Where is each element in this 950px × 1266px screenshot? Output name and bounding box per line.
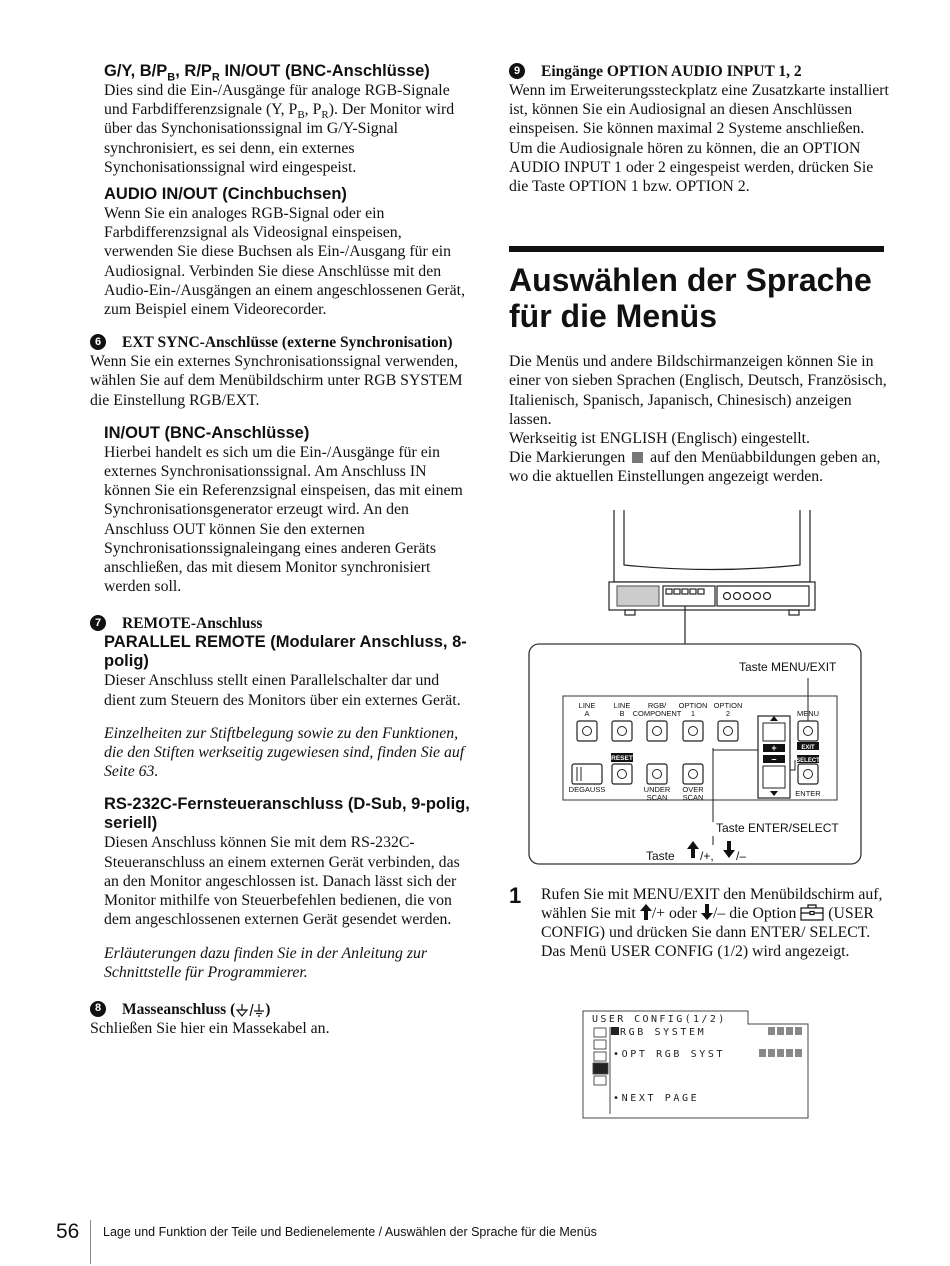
- title-rule: [509, 246, 884, 252]
- under-scan-button[interactable]: [647, 764, 667, 784]
- section-sync-inout: [104, 424, 470, 597]
- label-rgb: COMPONENT: [632, 709, 682, 718]
- enter-select-button[interactable]: [798, 764, 818, 784]
- control-panel-diagram: [527, 510, 867, 870]
- heading-rgb-inout: [104, 62, 470, 84]
- heading-text: REMOTE-Anschluss: [122, 615, 263, 633]
- selection-marker-icon: [611, 1027, 619, 1035]
- label-exit: EXIT: [801, 745, 815, 751]
- heading-part: , R/P: [175, 62, 212, 80]
- text: /– die Option: [712, 904, 801, 922]
- label-enter: ENTER: [795, 789, 821, 798]
- menu-item-opt-rgb-syst[interactable]: •OPT RGB SYST: [613, 1049, 726, 1060]
- label-menu: MENU: [796, 709, 820, 718]
- section-audio-inout: [104, 185, 470, 319]
- label-reset: RESET: [611, 755, 633, 762]
- over-scan-button[interactable]: [683, 764, 703, 784]
- heading-part: IN/OUT (BNC-Anschlüsse): [219, 62, 430, 80]
- label-option-1: OPTION: [678, 701, 708, 710]
- section-remote: [90, 614, 470, 981]
- menu-title: USER CONFIG(1/2): [592, 1014, 727, 1025]
- label-line-b: LINE: [613, 701, 631, 710]
- paragraph-option-audio: Wenn im Erweiterungssteckplatz eine Zusatzkarte installiert ist, können Sie ein Audiosignal an diesen Anschlüssen einspeisen. Sie können maximal 2 Systeme anschließen. Um die Audiosignale hören zu können, die an OPTION AUDIO INPUT 1 oder 2 eingespeist werden, drücken Sie die Taste OPTION 1 bzw. OPTION 2.: [509, 82, 889, 196]
- ground-symbol-icon: [235, 1001, 265, 1019]
- label-option-2: OPTION: [713, 701, 743, 710]
- heading-ext-sync: [90, 333, 470, 352]
- label-select: SELECT: [796, 758, 820, 764]
- menu-item-rgb-system[interactable]: RGB SYSTEM: [620, 1027, 707, 1038]
- marker-square-icon: [632, 452, 643, 463]
- paragraph-ground: Schließen Sie hier ein Massekabel an.: [90, 1019, 330, 1037]
- callout-enter-select: Taste ENTER/SELECT: [716, 821, 839, 835]
- heading-part: G/Y, B/P: [104, 62, 168, 80]
- text: Die Markierungen: [509, 449, 630, 467]
- label-option-1: 1: [690, 709, 696, 718]
- heading-rs232c: RS-232C-Fernsteueranschluss (D-Sub, 9-polig, seriell): [104, 795, 470, 833]
- heading-text: EXT SYNC-Anschlüsse (externe Synchronisation): [122, 334, 453, 352]
- label-over-scan: SCAN: [682, 793, 704, 802]
- label-over-scan: OVER: [682, 785, 704, 794]
- number-badge: 7: [90, 615, 106, 631]
- callout-text: /+,: [700, 849, 714, 863]
- reset-button[interactable]: [612, 764, 632, 784]
- heading-ground: [90, 1000, 470, 1019]
- step-1: [509, 882, 889, 962]
- text: auf den Menüabbildungen geben an, wo die aktuellen Einstellungen angezeigt werden.: [509, 449, 881, 486]
- up-plus-button[interactable]: [763, 723, 785, 741]
- callout-text: /–: [736, 849, 747, 863]
- section-rgb-inout: [104, 62, 470, 177]
- text-sub: B: [297, 109, 305, 122]
- option-2-button[interactable]: [718, 721, 738, 741]
- user-config-menu-screen: [582, 1010, 812, 1120]
- paragraph-default: Werkseitig ist ENGLISH (Englisch) eingestellt.: [509, 430, 811, 448]
- label-option-2: 2: [725, 709, 731, 718]
- section-option-audio: [509, 62, 889, 196]
- number-badge: 6: [90, 334, 106, 350]
- heading-text: Eingänge OPTION AUDIO INPUT 1, 2: [541, 63, 802, 80]
- step-text: [541, 885, 886, 962]
- down-minus-button[interactable]: [763, 766, 785, 788]
- line-b-button[interactable]: [612, 721, 632, 741]
- arrow-down-icon: [701, 904, 713, 920]
- paragraph-rs232c: Diesen Anschluss können Sie mit dem RS-232C-Steueranschluss an einem externen Gerät verbinden, das an den Monitor angeschlossen ist. Danach lässt sich der Monitor mithilfe von Steuerbefehlen bedienen, die von dem angeschlossenen externen Gerät gesendet werden.: [104, 834, 460, 929]
- heading-text: ): [265, 1000, 271, 1018]
- heading-text: Masseanschluss (: [122, 1000, 236, 1018]
- label-plus: +: [771, 743, 777, 753]
- heading-sub: R: [211, 71, 220, 84]
- text: Rufen Sie mit MENU/EXIT den Menübildschirm auf, wählen Sie mit: [541, 885, 883, 922]
- text: ). Der Monitor wird über das Synchonisationssignal im G/Y-Signal synchronisiert, es sei denn, ein externes Synchonisationssignal wird eingespeist.: [104, 101, 455, 176]
- callout-menu-exit: Taste MENU/EXIT: [739, 660, 837, 674]
- label-degauss: DEGAUSS: [568, 785, 606, 794]
- heading-sub: B: [167, 71, 176, 84]
- paragraph-parallel-remote: Dieser Anschluss stellt einen Parallelschalter dar und dient zum Steuern des Monitors über ein externes Gerät.: [104, 672, 461, 709]
- rgb-component-button[interactable]: [647, 721, 667, 741]
- text: /+ oder: [651, 904, 701, 922]
- note-rs232c: Erläuterungen dazu finden Sie in der Anleitung zur Schnittstelle für Programmierer.: [104, 944, 428, 981]
- section-ext-sync: [90, 333, 470, 410]
- menu-toolbox-icon: [593, 1063, 608, 1074]
- label-rgb: RGB/: [647, 701, 667, 710]
- footer-divider: [90, 1220, 91, 1264]
- line-a-button[interactable]: [577, 721, 597, 741]
- menu-exit-button[interactable]: [798, 721, 818, 741]
- text: Das Menü USER CONFIG (1/2) wird angezeigt.: [541, 943, 850, 961]
- paragraph-sync-inout: Hierbei handelt es sich um die Ein-/Ausgänge für ein externes Synchronisationssignal. Am Anschluss IN können Sie ein Referenzsignal einspeisen, das mit einem Synchronisationsgenerator erzeugt wird. An den Anschluss OUT können Sie den externen Synchronisationssignaleingang eines anderen Geräts anschließen, das mit diesem Monitor synchronisiert werden soll.: [104, 443, 463, 596]
- paragraph-intro: Die Menüs und andere Bildschirmanzeigen können Sie in einer von sieben Sprachen (Englisch, Deutsch, Französisch, Italienisch, Spanisch, Japanisch, Chinesisch) anzeigen lassen.: [509, 353, 887, 428]
- step-number: 1: [509, 882, 522, 908]
- paragraph-marker: [509, 448, 889, 486]
- heading-remote: [90, 614, 470, 633]
- heading-sync-inout: IN/OUT (BNC-Anschlüsse): [104, 423, 310, 442]
- paragraph-ext-sync: Wenn Sie ein externes Synchronisationssignal verwenden, wählen Sie auf dem Menübildschirm unter RGB SYSTEM die Einstellung RGB/EXT.: [90, 353, 463, 409]
- label-under-scan: SCAN: [646, 793, 668, 802]
- note-parallel-remote: Einzelheiten zur Stiftbelegung sowie zu den Funktionen, die den Stiften werkseitig zugewiesen sind, finden Sie auf Seite 63.: [104, 724, 465, 781]
- option-1-button[interactable]: [683, 721, 703, 741]
- text: , P: [304, 101, 322, 119]
- page-number: 56: [56, 1220, 80, 1243]
- toolbox-icon: [800, 904, 824, 921]
- paragraph-rgb-inout: [104, 81, 470, 177]
- text: (USER CONFIG) und drücken Sie dann ENTER/ SELECT.: [541, 904, 874, 942]
- text-sub: R: [321, 109, 329, 122]
- arrow-up-icon: [640, 904, 652, 920]
- number-badge: 9: [509, 63, 525, 79]
- label-under-scan: UNDER: [643, 785, 671, 794]
- page-footer: [56, 1220, 597, 1264]
- number-badge: 8: [90, 1001, 106, 1017]
- section-ground: [90, 1000, 470, 1038]
- value-bar-2: [759, 1049, 802, 1057]
- label-minus: –: [771, 754, 777, 764]
- footer-text: Lage und Funktion der Teile und Bedienelemente / Auswählen der Sprache für die Menüs: [103, 1225, 597, 1239]
- heading-option-audio: [509, 62, 889, 81]
- heading-parallel-remote: PARALLEL REMOTE (Modularer Anschluss, 8-polig): [104, 633, 467, 671]
- left-column: [90, 62, 470, 1038]
- callout-text: Taste: [646, 849, 675, 863]
- page-title: Auswählen der Sprache für die Menüs: [509, 262, 872, 335]
- label-line-b: B: [619, 709, 625, 718]
- text: Dies sind die Ein-/Ausgänge für analoge RGB-Signale und Farbdifferenzsignale (Y, P: [104, 82, 450, 119]
- label-line-a: LINE: [578, 701, 596, 710]
- menu-item-next-page[interactable]: •NEXT PAGE: [613, 1093, 700, 1104]
- paragraph-audio-inout: Wenn Sie ein analoges RGB-Signal oder ein Farbdifferenzsignal als Videosignal einspeisen, verwenden Sie diese Buchsen als Ein-/Ausgang für ein Audiosignal. Verbinden Sie diese Anschlüsse mit den Audio-Ein-/Ausgängen an einem angeschlossenen Gerät, zum Beispiel einem Videorecorder.: [104, 205, 466, 319]
- label-line-a: A: [584, 709, 590, 718]
- heading-audio-inout: AUDIO IN/OUT (Cinchbuchsen): [104, 185, 347, 204]
- monitor-illustration: [609, 510, 815, 645]
